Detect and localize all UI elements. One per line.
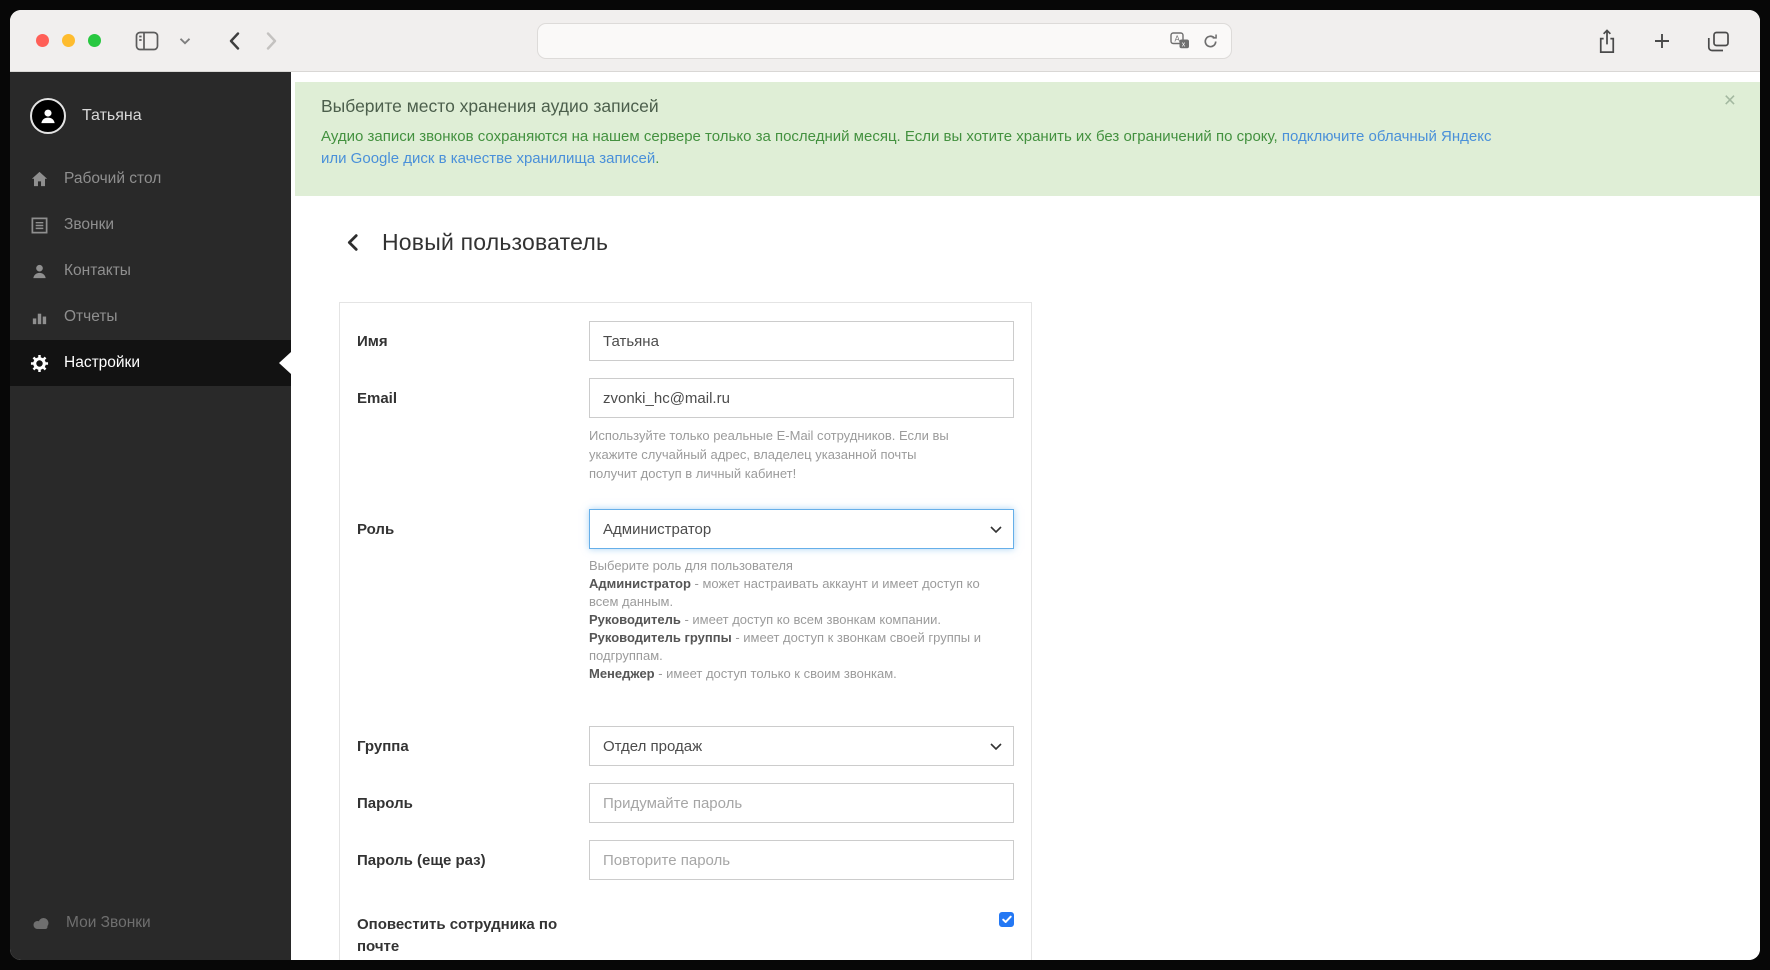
sidebar-item-desktop[interactable]: Рабочий стол bbox=[10, 156, 291, 202]
tab-overview-icon[interactable] bbox=[1707, 31, 1730, 52]
form-row-password bbox=[357, 783, 1014, 823]
form-row-group bbox=[357, 726, 1014, 766]
close-window-button[interactable] bbox=[36, 34, 49, 47]
back-button[interactable] bbox=[229, 32, 240, 50]
svg-text:x: x bbox=[1181, 41, 1186, 49]
check-icon bbox=[1002, 915, 1012, 924]
user-name: Татьяна bbox=[82, 107, 142, 124]
role-label: Роль bbox=[357, 521, 395, 538]
address-input[interactable] bbox=[550, 33, 1170, 49]
main-content bbox=[291, 72, 1760, 960]
password-label: Пароль bbox=[357, 795, 413, 812]
browser-toolbar bbox=[10, 10, 1760, 72]
notify-label: Оповестить сотрудника по почте bbox=[357, 916, 558, 955]
email-input[interactable] bbox=[589, 378, 1014, 418]
call-log-icon bbox=[30, 216, 49, 235]
avatar bbox=[30, 98, 66, 134]
page-header bbox=[347, 226, 1760, 258]
reload-icon[interactable] bbox=[1202, 33, 1219, 50]
sidebar-item-contacts[interactable]: Контакты bbox=[10, 248, 291, 294]
group-select[interactable] bbox=[589, 726, 1014, 766]
sidebar-item-settings[interactable]: Настройки bbox=[10, 340, 291, 386]
chevron-down-icon[interactable] bbox=[179, 37, 191, 45]
address-bar[interactable] bbox=[537, 23, 1232, 59]
password-repeat-input[interactable] bbox=[589, 840, 1014, 880]
forward-button[interactable] bbox=[266, 32, 277, 50]
form-row-role bbox=[357, 509, 1014, 683]
name-label: Имя bbox=[357, 333, 388, 350]
notify-checkbox[interactable] bbox=[999, 912, 1014, 927]
banner-title: Выберите место хранения аудио записей bbox=[321, 96, 659, 116]
translate-icon[interactable] bbox=[1170, 32, 1190, 50]
password-input[interactable] bbox=[589, 783, 1014, 823]
back-chevron-icon[interactable] bbox=[347, 234, 358, 251]
email-help-text: Используйте только реальные E-Mail сотрудников. Если вы укажите случайный адрес, владелец указанной почты получит доступ в личный кабинет! bbox=[589, 428, 949, 481]
contact-icon bbox=[30, 262, 49, 281]
new-tab-icon[interactable] bbox=[1653, 32, 1671, 50]
banner-close-icon[interactable]: × bbox=[1723, 89, 1736, 112]
sidebar-nav bbox=[10, 156, 291, 386]
zoom-window-button[interactable] bbox=[88, 34, 101, 47]
share-icon[interactable] bbox=[1597, 29, 1617, 54]
browser-window bbox=[10, 10, 1760, 960]
sidebar-toggle-icon[interactable] bbox=[135, 31, 159, 51]
name-input[interactable] bbox=[589, 321, 1014, 361]
form-row-notify bbox=[357, 904, 1014, 958]
form-row-password-repeat bbox=[357, 840, 1014, 880]
page-title: Новый пользователь bbox=[382, 228, 609, 255]
user-profile[interactable] bbox=[10, 72, 291, 156]
new-user-form bbox=[339, 302, 1032, 960]
sidebar bbox=[10, 72, 291, 960]
password-repeat-label: Пароль (еще раз) bbox=[357, 852, 486, 869]
sidebar-item-my-calls[interactable]: Мои Звонки bbox=[30, 914, 151, 932]
sidebar-item-reports[interactable]: Отчеты bbox=[10, 294, 291, 340]
form-row-email bbox=[357, 378, 1014, 483]
role-select[interactable] bbox=[589, 509, 1014, 549]
cloud-icon bbox=[30, 915, 52, 931]
bar-chart-icon bbox=[30, 308, 49, 327]
home-icon bbox=[30, 170, 49, 189]
minimize-window-button[interactable] bbox=[62, 34, 75, 47]
form-row-name bbox=[357, 321, 1014, 361]
sidebar-item-calls[interactable]: Звонки bbox=[10, 202, 291, 248]
group-label: Группа bbox=[357, 738, 409, 755]
banner-text: Аудио записи звонков сохраняются на нашем сервере только за последний месяц. Если вы хотите хранить их без ограничений по сроку, подключите облачный Яндекс или Google диск в качестве хранилища записей. bbox=[321, 128, 1492, 167]
connect-storage-link[interactable]: подключите облачный Яндекс или Google диск в качестве хранилища записей bbox=[321, 128, 1492, 167]
email-label: Email bbox=[357, 390, 398, 407]
storage-banner bbox=[295, 82, 1760, 196]
svg-text:A: A bbox=[1174, 34, 1180, 44]
window-controls bbox=[10, 34, 101, 47]
gear-icon bbox=[30, 354, 49, 373]
role-help-text: Выберите роль для пользователя Администратор - может настраивать аккаунт и имеет доступ ко всем данным. Руководитель - имеет доступ ко всем звонкам компании. Руководитель группы - имеет доступ к звонкам своей группы и подгруппам. Менеджер - имеет доступ только к своим звонкам. bbox=[589, 558, 982, 681]
